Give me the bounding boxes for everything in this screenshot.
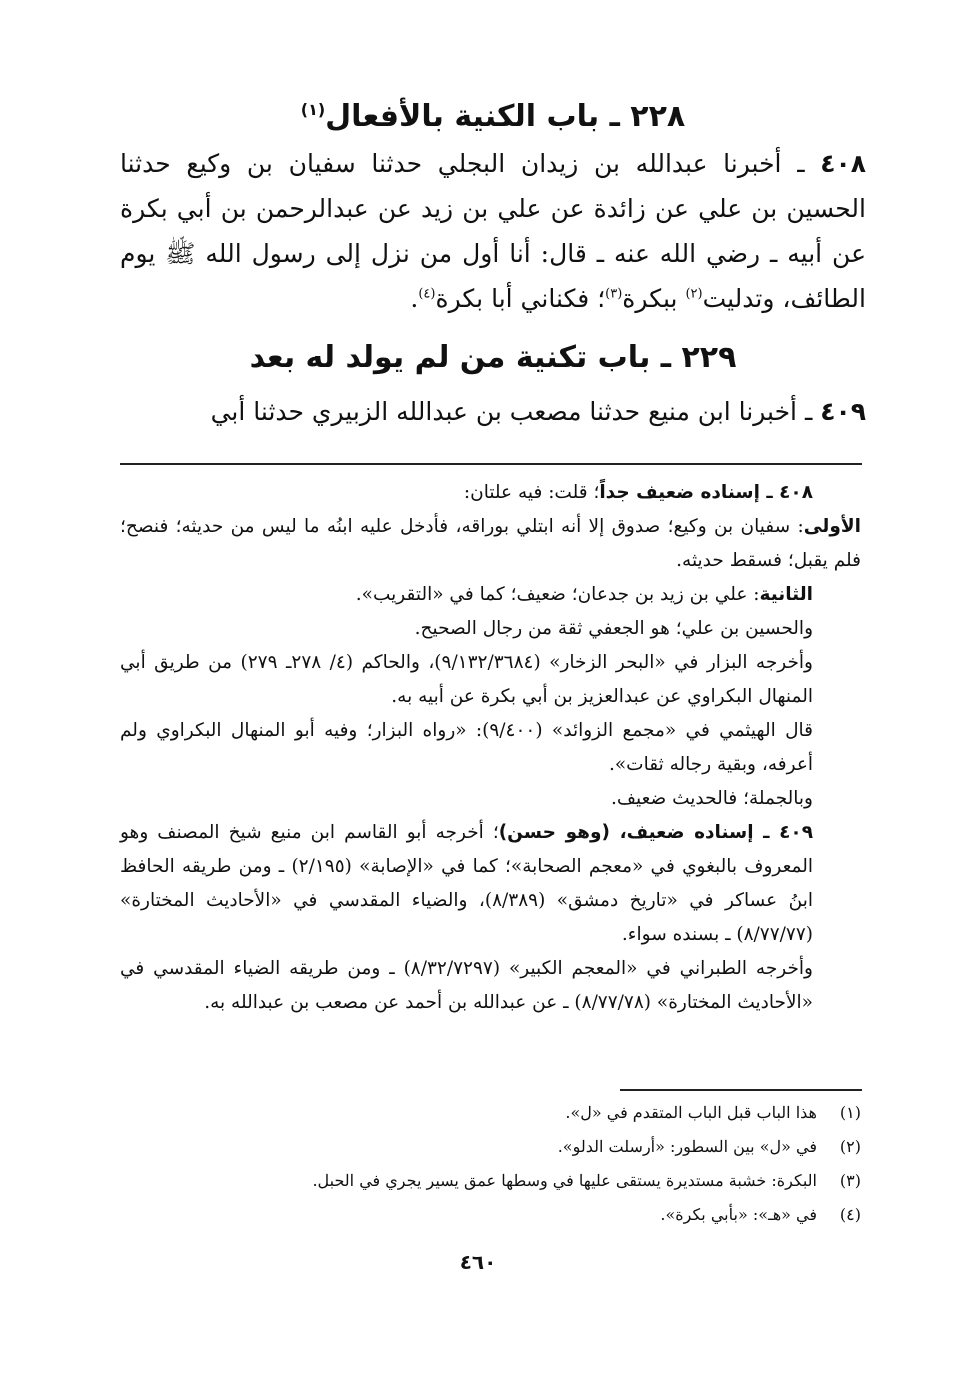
hadith-409-number: ٤٠٩ — [820, 397, 866, 426]
commentary-bazzar: وأخرجه البزار في «البحر الزخار» (٩/١٣٢/٣٦٨٤)، والحاكم (٤/ ٢٧٨ـ ٢٧٩) من طريق أبي المنهال البكراوي عن عبدالعزيز بن أبي بكرة عن أبيه به. — [120, 652, 813, 707]
footnotes — [120, 1096, 861, 1232]
chapter-228-title: ٢٢٨ ـ باب الكنية بالأفعال$^{(١)}$ — [300, 99, 686, 134]
commentary-second-defect: الثانية: علي بن زيد بن جدعان؛ ضعيف؛ كما في «التقريب». — [355, 584, 813, 605]
hadith-408-number: ٤٠٨ — [820, 149, 866, 178]
commentary-first-defect: الأولى: سفيان بن وكيع؛ صدوق إلا أنه ابتلي بوراقه، فأدخل عليه ابنُه ما ليس من حديثه؛ فنصح؛ فلم يقبل؛ فسقط حديثه. — [120, 516, 861, 571]
footnote-4: (٤) في «هـ»: «بأبي بكرة». — [660, 1205, 861, 1224]
footnote-ref-2: (٢) — [685, 286, 703, 302]
footnote-ref-3: (٣) — [605, 286, 623, 302]
footnote-3: (٣) البكرة: خشبة مستديرة يستقى عليها في وسطها عمق يسير يجري في الحبل. — [312, 1171, 861, 1190]
footnote-1: (١) هذا الباب قبل الباب المتقدم في «ل». — [565, 1103, 861, 1122]
commentary-husayn: والحسين بن علي؛ هو الجعفي ثقة من رجال الصحيح. — [414, 618, 813, 639]
commentary-409-intro: ٤٠٩ ـ إسناده ضعيف، (وهو حسن)؛ أخرجه أبو القاسم ابن منيع شيخ المصنف وهو المعروف بالبغوي في «معجم الصحابة»؛ كما في «الإصابة» (٢/١٩٥) ـ ومن طريقه الحافظ ابنُ عساكر في «تاريخ دمشق» (٨/٣٨٩)، والضياء المقدسي في «الأحاديث المختارة» (٨/٧٧/٧٧) ـ بسنده سواء. — [120, 822, 814, 945]
main-separator-rule — [120, 463, 862, 465]
commentary — [120, 476, 861, 1020]
footnote-separator-rule — [620, 1089, 862, 1091]
chapter-229-title: ٢٢٩ ـ باب تكنية من لم يولد له بعد — [249, 340, 737, 375]
page-number: ٤٦٠ — [459, 1250, 497, 1274]
chapter-228-footnote-ref: (١) — [300, 100, 326, 119]
footnote-ref-4: (٤) — [418, 286, 436, 302]
commentary-408-intro: ٤٠٨ ـ إسناده ضعيف جداً؛ قلت: فيه علتان: — [463, 482, 813, 503]
commentary-summary: وبالجملة؛ فالحديث ضعيف. — [610, 788, 813, 809]
footnote-2: (٢) في «ل» بين السطور: «أرسلت الدلو». — [557, 1137, 861, 1156]
hadith-408-text: ٤٠٨ ـ أخبرنا عبدالله بن زيدان البجلي حدثنا سفيان بن وكيع حدثنا الحسين بن علي عن زائدة عن علي بن زيد عن عبدالرحمن بن أبي بكرة عن أبيه ـ رضي الله عنه ـ قال: أنا أول من نزل إلى رسول الله ﷺ يوم الطائف، وتدليت$^{(٢)}$ ببكرة$^{(٣)}$؛ فكناني أبا بكرة$^{(٤)}$. — [120, 149, 866, 313]
commentary-tabarani: وأخرجه الطبراني في «المعجم الكبير» (٨/٣٢/٧٢٩٧) ـ ومن طريقه الضياء المقدسي في «الأحاديث المختارة» (٨/٧٧/٧٨) ـ عن عبدالله بن أحمد عن مصعب بن عبدالله به. — [120, 958, 813, 1013]
commentary-haythami: قال الهيثمي في «مجمع الزوائد» (٩/٤٠٠): «رواه البزار؛ وفيه أبو المنهال البكراوي ولم أعرفه، وبقية رجاله ثقات». — [120, 720, 813, 775]
hadith-409-text: ٤٠٩ ـ أخبرنا ابن منيع حدثنا مصعب بن عبدالله الزبيري حدثنا أبي — [210, 397, 866, 426]
